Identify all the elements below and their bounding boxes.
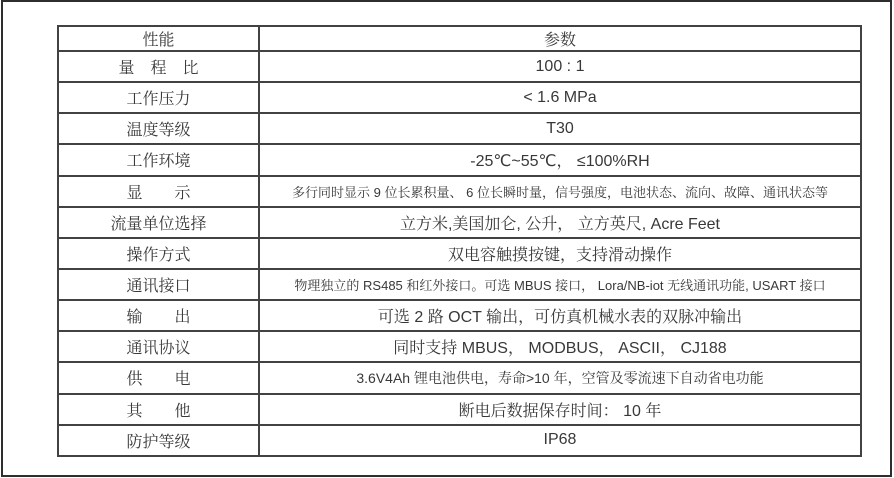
table-row (58, 269, 861, 300)
property-cell: 通讯接口 (58, 269, 259, 300)
property-cell: 温度等级 (58, 113, 259, 144)
table-row (58, 176, 861, 207)
header-value-cell: 参数 (259, 26, 861, 51)
property-cell: 供 电 (58, 362, 259, 393)
property-cell: 通讯协议 (58, 331, 259, 362)
value-cell: 断电后数据保存时间： 10 年 (259, 394, 861, 425)
property-cell: 流量单位选择 (58, 207, 259, 238)
spec-table (57, 25, 862, 457)
property-cell: 量 程 比 (58, 51, 259, 82)
property-cell: 显 示 (58, 176, 259, 207)
value-cell: < 1.6 MPa (259, 82, 861, 113)
property-cell: 防护等级 (58, 425, 259, 456)
table-row (58, 144, 861, 175)
value-cell: 100 : 1 (259, 51, 861, 82)
property-cell: 其 他 (58, 394, 259, 425)
table-row (58, 82, 861, 113)
header-property-cell: 性能 (58, 26, 259, 51)
value-cell: 立方米,美国加仑, 公升， 立方英尺, Acre Feet (259, 207, 861, 238)
value-cell: -25℃~55℃， ≤100%RH (259, 144, 861, 175)
value-cell: 同时支持 MBUS， MODBUS， ASCII， CJ188 (259, 331, 861, 362)
table-row (58, 331, 861, 362)
value-cell: 3.6V4Ah 锂电池供电，寿命>10 年，空管及零流速下自动省电功能 (259, 362, 861, 393)
value-cell: 多行同时显示 9 位长累积量、 6 位长瞬时量，信号强度，电池状态、流向、故障、通讯状态等 (259, 176, 861, 207)
table-row (58, 362, 861, 393)
value-cell: 可选 2 路 OCT 输出，可仿真机械水表的双脉冲输出 (259, 300, 861, 331)
table-row (58, 394, 861, 425)
table-row (58, 207, 861, 238)
value-cell: 双电容触摸按键，支持滑动操作 (259, 238, 861, 269)
value-cell: IP68 (259, 425, 861, 456)
value-cell: 物理独立的 RS485 和红外接口。可选 MBUS 接口， Lora/NB-iot 无线通讯功能, USART 接口 (259, 269, 861, 300)
property-cell: 工作环境 (58, 144, 259, 175)
property-cell: 工作压力 (58, 82, 259, 113)
property-cell: 输 出 (58, 300, 259, 331)
table-row (58, 238, 861, 269)
table-row (58, 425, 861, 456)
property-cell: 操作方式 (58, 238, 259, 269)
value-cell: T30 (259, 113, 861, 144)
table-row (58, 51, 861, 82)
table-row (58, 113, 861, 144)
table-header-row (58, 26, 861, 51)
table-row (58, 300, 861, 331)
